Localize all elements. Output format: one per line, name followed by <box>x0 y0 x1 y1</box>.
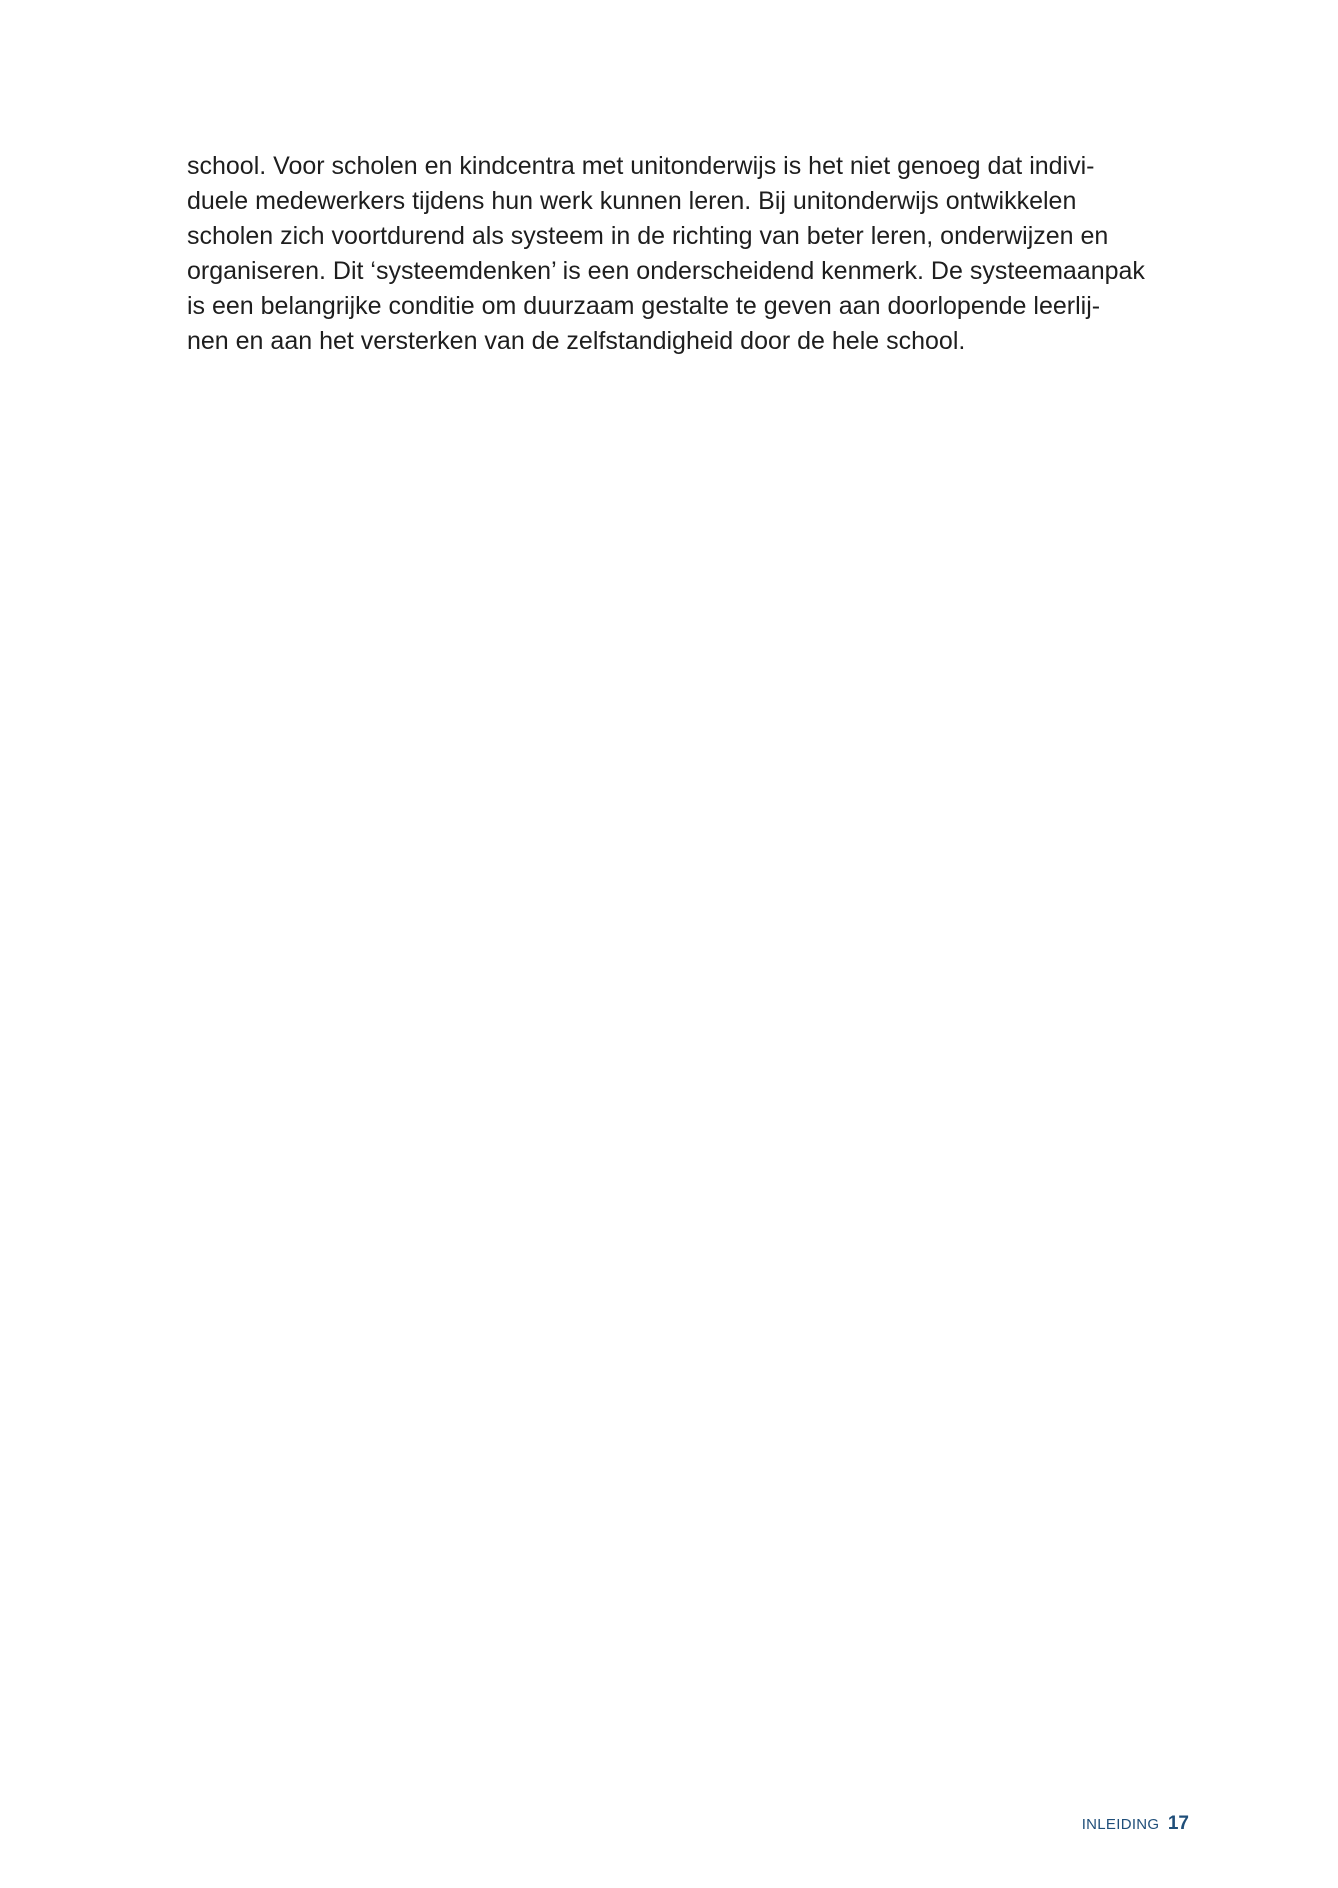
footer-section-title: INLEIDING <box>1081 1816 1160 1833</box>
paragraph-line: nen en aan het versterken van de zelfstandigheid door de hele school. <box>187 327 966 355</box>
paragraph-line: scholen zich voortdurend als systeem in de richting van beter leren, onderwijzen en <box>187 222 1109 250</box>
paragraph-line: is een belangrijke conditie om duurzaam gestalte te geven aan doorlopende leerlij- <box>187 292 1101 320</box>
paragraph-line: school. Voor scholen en kindcentra met unitonderwijs is het niet genoeg dat indivi- <box>187 152 1095 180</box>
paragraph-line: duele medewerkers tijdens hun werk kunnen leren. Bij unitonderwijs ontwikkelen <box>187 187 1077 215</box>
page-footer <box>1082 1813 1189 1835</box>
page-number: 17 <box>1167 1813 1189 1834</box>
paragraph-line: organiseren. Dit ‘systeemdenken’ is een onderscheidend kenmerk. De systeemaanpak <box>187 257 1145 285</box>
body-paragraph <box>187 149 1187 359</box>
